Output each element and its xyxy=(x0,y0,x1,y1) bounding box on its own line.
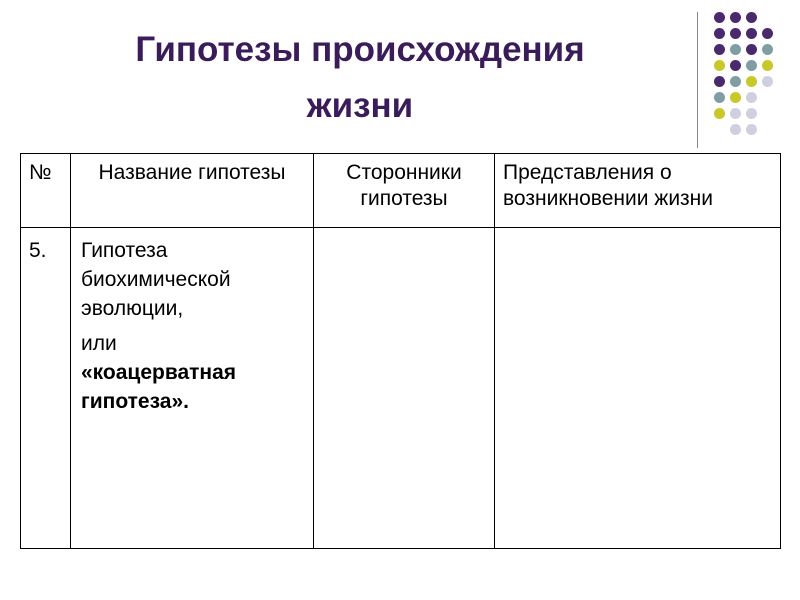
decor-dot xyxy=(746,76,757,87)
name-line: эволюции, xyxy=(81,297,184,320)
decorative-dot-grid xyxy=(712,12,782,128)
hypothesis-name-cell xyxy=(71,228,314,549)
decor-dot xyxy=(714,44,725,55)
name-bold-line: «коацерватная xyxy=(81,361,237,384)
ideas-cell[interactable] xyxy=(495,228,781,549)
decor-dot xyxy=(762,60,773,71)
decor-dot xyxy=(746,44,757,55)
decor-dot xyxy=(730,124,741,135)
decor-dot xyxy=(730,108,741,119)
header-ideas: Представления о возникновении жизни xyxy=(495,154,781,228)
table-header-row xyxy=(21,154,781,228)
hypotheses-table xyxy=(20,153,781,549)
name-line: биохимической xyxy=(81,268,231,291)
header-hypothesis-name: Название гипотезы xyxy=(71,154,314,228)
supporters-cell[interactable] xyxy=(314,228,495,549)
decor-dot xyxy=(746,92,757,103)
header-number: № xyxy=(21,154,71,228)
decor-dot xyxy=(714,28,725,39)
decor-dot xyxy=(746,12,757,23)
name-line: или xyxy=(81,332,117,355)
decor-dot xyxy=(730,44,741,55)
decor-dot xyxy=(714,92,725,103)
decor-dot xyxy=(746,60,757,71)
decor-dot xyxy=(714,12,725,23)
decor-dot xyxy=(730,12,741,23)
decor-dot xyxy=(746,28,757,39)
title-line-2: жизни xyxy=(306,86,414,125)
decorative-divider xyxy=(697,12,698,148)
decor-dot xyxy=(714,60,725,71)
name-bold-line: гипотеза». xyxy=(81,390,189,413)
decor-dot xyxy=(730,28,741,39)
decor-dot xyxy=(714,76,725,87)
decor-dot xyxy=(746,124,757,135)
decor-dot xyxy=(730,92,741,103)
decor-dot xyxy=(730,60,741,71)
decor-dot xyxy=(762,76,773,87)
decor-dot xyxy=(714,108,725,119)
decor-dot xyxy=(762,44,773,55)
name-line: Гипотеза xyxy=(81,239,168,262)
decor-dot xyxy=(730,76,741,87)
table-row xyxy=(21,228,781,549)
title-line-1: Гипотезы происхождения xyxy=(135,30,585,69)
decor-dot xyxy=(762,28,773,39)
decor-dot xyxy=(746,108,757,119)
row-number-cell: 5. xyxy=(21,228,71,549)
slide-title xyxy=(40,22,680,134)
header-supporters: Сторонники гипотезы xyxy=(314,154,495,228)
